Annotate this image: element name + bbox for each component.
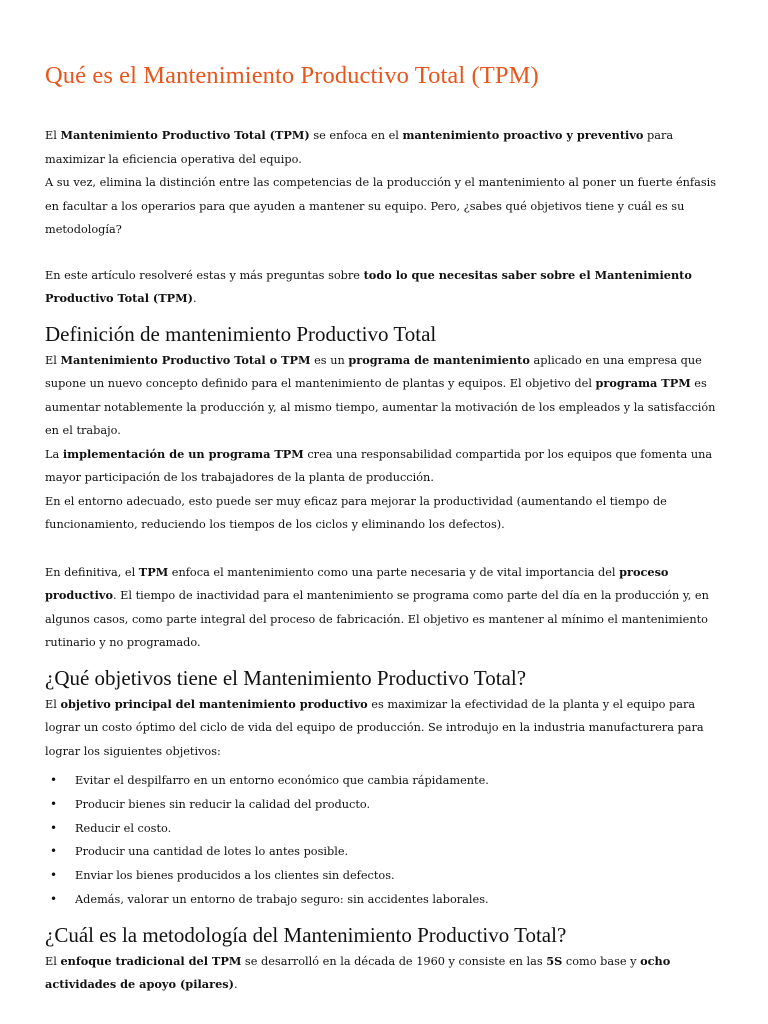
definition-paragraph-4 bbox=[45, 561, 725, 655]
text-run: En definitiva, el bbox=[45, 565, 139, 579]
text-run: . El tiempo de inactividad para el mantenimiento se programa como parte del día en la producción y, en algunos casos, como parte integral del proceso de fabricación. El objetivo es mantener al mínimo el mantenimiento rutinario y no programado. bbox=[45, 589, 709, 649]
bold-text: implementación de un programa TPM bbox=[62, 446, 304, 461]
bold-text: enfoque tradicional del TPM bbox=[60, 953, 242, 968]
list-item: • Producir una cantidad de lotes lo antes posible. bbox=[75, 840, 725, 864]
text-run: . bbox=[233, 978, 238, 992]
bold-text: todo lo que necesitas saber sobre el Mantenimiento Productivo Total (TPM) bbox=[45, 267, 692, 305]
intro-paragraph-3 bbox=[45, 264, 725, 311]
bold-text: Mantenimiento Productivo Total (TPM) bbox=[60, 128, 310, 142]
text-run: es aumentar notablemente la producción y, al mismo tiempo, aumentar la motivación de los empleados y la satisfacción en el trabajo. bbox=[45, 377, 716, 437]
text-run: es un bbox=[310, 353, 349, 367]
list-item: • Producir bienes sin reducir la calidad del producto. bbox=[75, 793, 725, 817]
text-run: A su vez, elimina la distinción entre las competencias de la producción y el mantenimiento al poner un fuerte énfasis en facultar a los operarios para que ayuden a mantener su equipo. Pero, ¿sabes qué objetivos tiene y cuál es su metodología? bbox=[45, 176, 717, 236]
text-run: crea una responsabilidad compartida por los equipos que fomenta una mayor participación de los trabajadores de la planta de producción. bbox=[45, 447, 713, 484]
list-item: • Además, valorar un entorno de trabajo seguro: sin accidentes laborales. bbox=[75, 888, 725, 912]
section-heading-methodology: ¿Cuál es la metodología del Mantenimiento Productivo Total? bbox=[45, 922, 567, 947]
objectives-paragraph bbox=[45, 693, 725, 764]
text-run: enfoca el mantenimiento como una parte necesaria y de vital importancia del bbox=[168, 565, 620, 579]
list-item: • Evitar el despilfarro en un entorno económico que cambia rápidamente. bbox=[75, 769, 725, 793]
intro-paragraph-2 bbox=[45, 171, 725, 242]
section-heading-objectives: ¿Qué objetivos tiene el Mantenimiento Productivo Total? bbox=[45, 665, 527, 690]
objectives-list bbox=[45, 769, 725, 912]
text-run: El bbox=[45, 129, 61, 142]
text-run: En el entorno adecuado, esto puede ser muy eficaz para mejorar la productividad (aumentando el tiempo de funcionamiento, reduciendo los tiempos de los ciclos y eliminando los defectos). bbox=[45, 494, 667, 531]
bold-text: mantenimiento proactivo y preventivo bbox=[402, 128, 644, 142]
list-item: • Reducir el costo. bbox=[75, 817, 725, 841]
bold-text: programa de mantenimiento bbox=[348, 352, 530, 367]
text-run: En este artículo resolveré estas y más preguntas sobre bbox=[45, 268, 364, 282]
definition-paragraph-3 bbox=[45, 490, 725, 537]
text-run: El bbox=[45, 353, 61, 367]
text-run: se desarrolló en la década de 1960 y consiste en las bbox=[241, 954, 547, 968]
definition-paragraph-2 bbox=[45, 443, 725, 490]
bold-text: objetivo principal del mantenimiento productivo bbox=[60, 696, 368, 711]
intro-paragraph-1 bbox=[45, 124, 725, 171]
bold-text: ocho actividades de apoyo (pilares) bbox=[45, 953, 671, 992]
list-item: • Enviar los bienes producidos a los clientes sin defectos. bbox=[75, 864, 725, 888]
section-heading-definition: Definición de mantenimiento Productivo Total bbox=[45, 321, 437, 346]
text-run: . bbox=[193, 292, 197, 305]
bold-text: programa TPM bbox=[595, 376, 691, 390]
text-run: es maximizar la efectividad de la planta y el equipo para lograr un costo óptimo del ciclo de vida del equipo de producción. Se introdujo en la industria manufacturera para lograr los siguientes objetivos: bbox=[45, 697, 704, 758]
bold-text: TPM bbox=[138, 564, 169, 579]
text-run: se enfoca en el bbox=[309, 129, 403, 142]
bold-text: 5S bbox=[546, 953, 563, 968]
text-run: El bbox=[45, 954, 61, 968]
bold-text: Mantenimiento Productivo Total o TPM bbox=[60, 352, 311, 367]
text-run: aplicado en una empresa que supone un nuevo concepto definido para el mantenimiento de plantas y equipos. El objetivo del bbox=[45, 353, 702, 390]
definition-paragraph-1 bbox=[45, 349, 725, 443]
bold-text: proceso productivo bbox=[45, 564, 669, 602]
text-run: para maximizar la eficiencia operativa del equipo. bbox=[45, 129, 674, 166]
text-run: El bbox=[45, 697, 61, 711]
text-run: La bbox=[45, 447, 63, 461]
text-run: como base y bbox=[562, 954, 641, 968]
page-title: Qué es el Mantenimiento Productivo Total (TPM) bbox=[45, 62, 539, 89]
methodology-paragraph bbox=[45, 950, 725, 997]
article bbox=[45, 62, 725, 997]
